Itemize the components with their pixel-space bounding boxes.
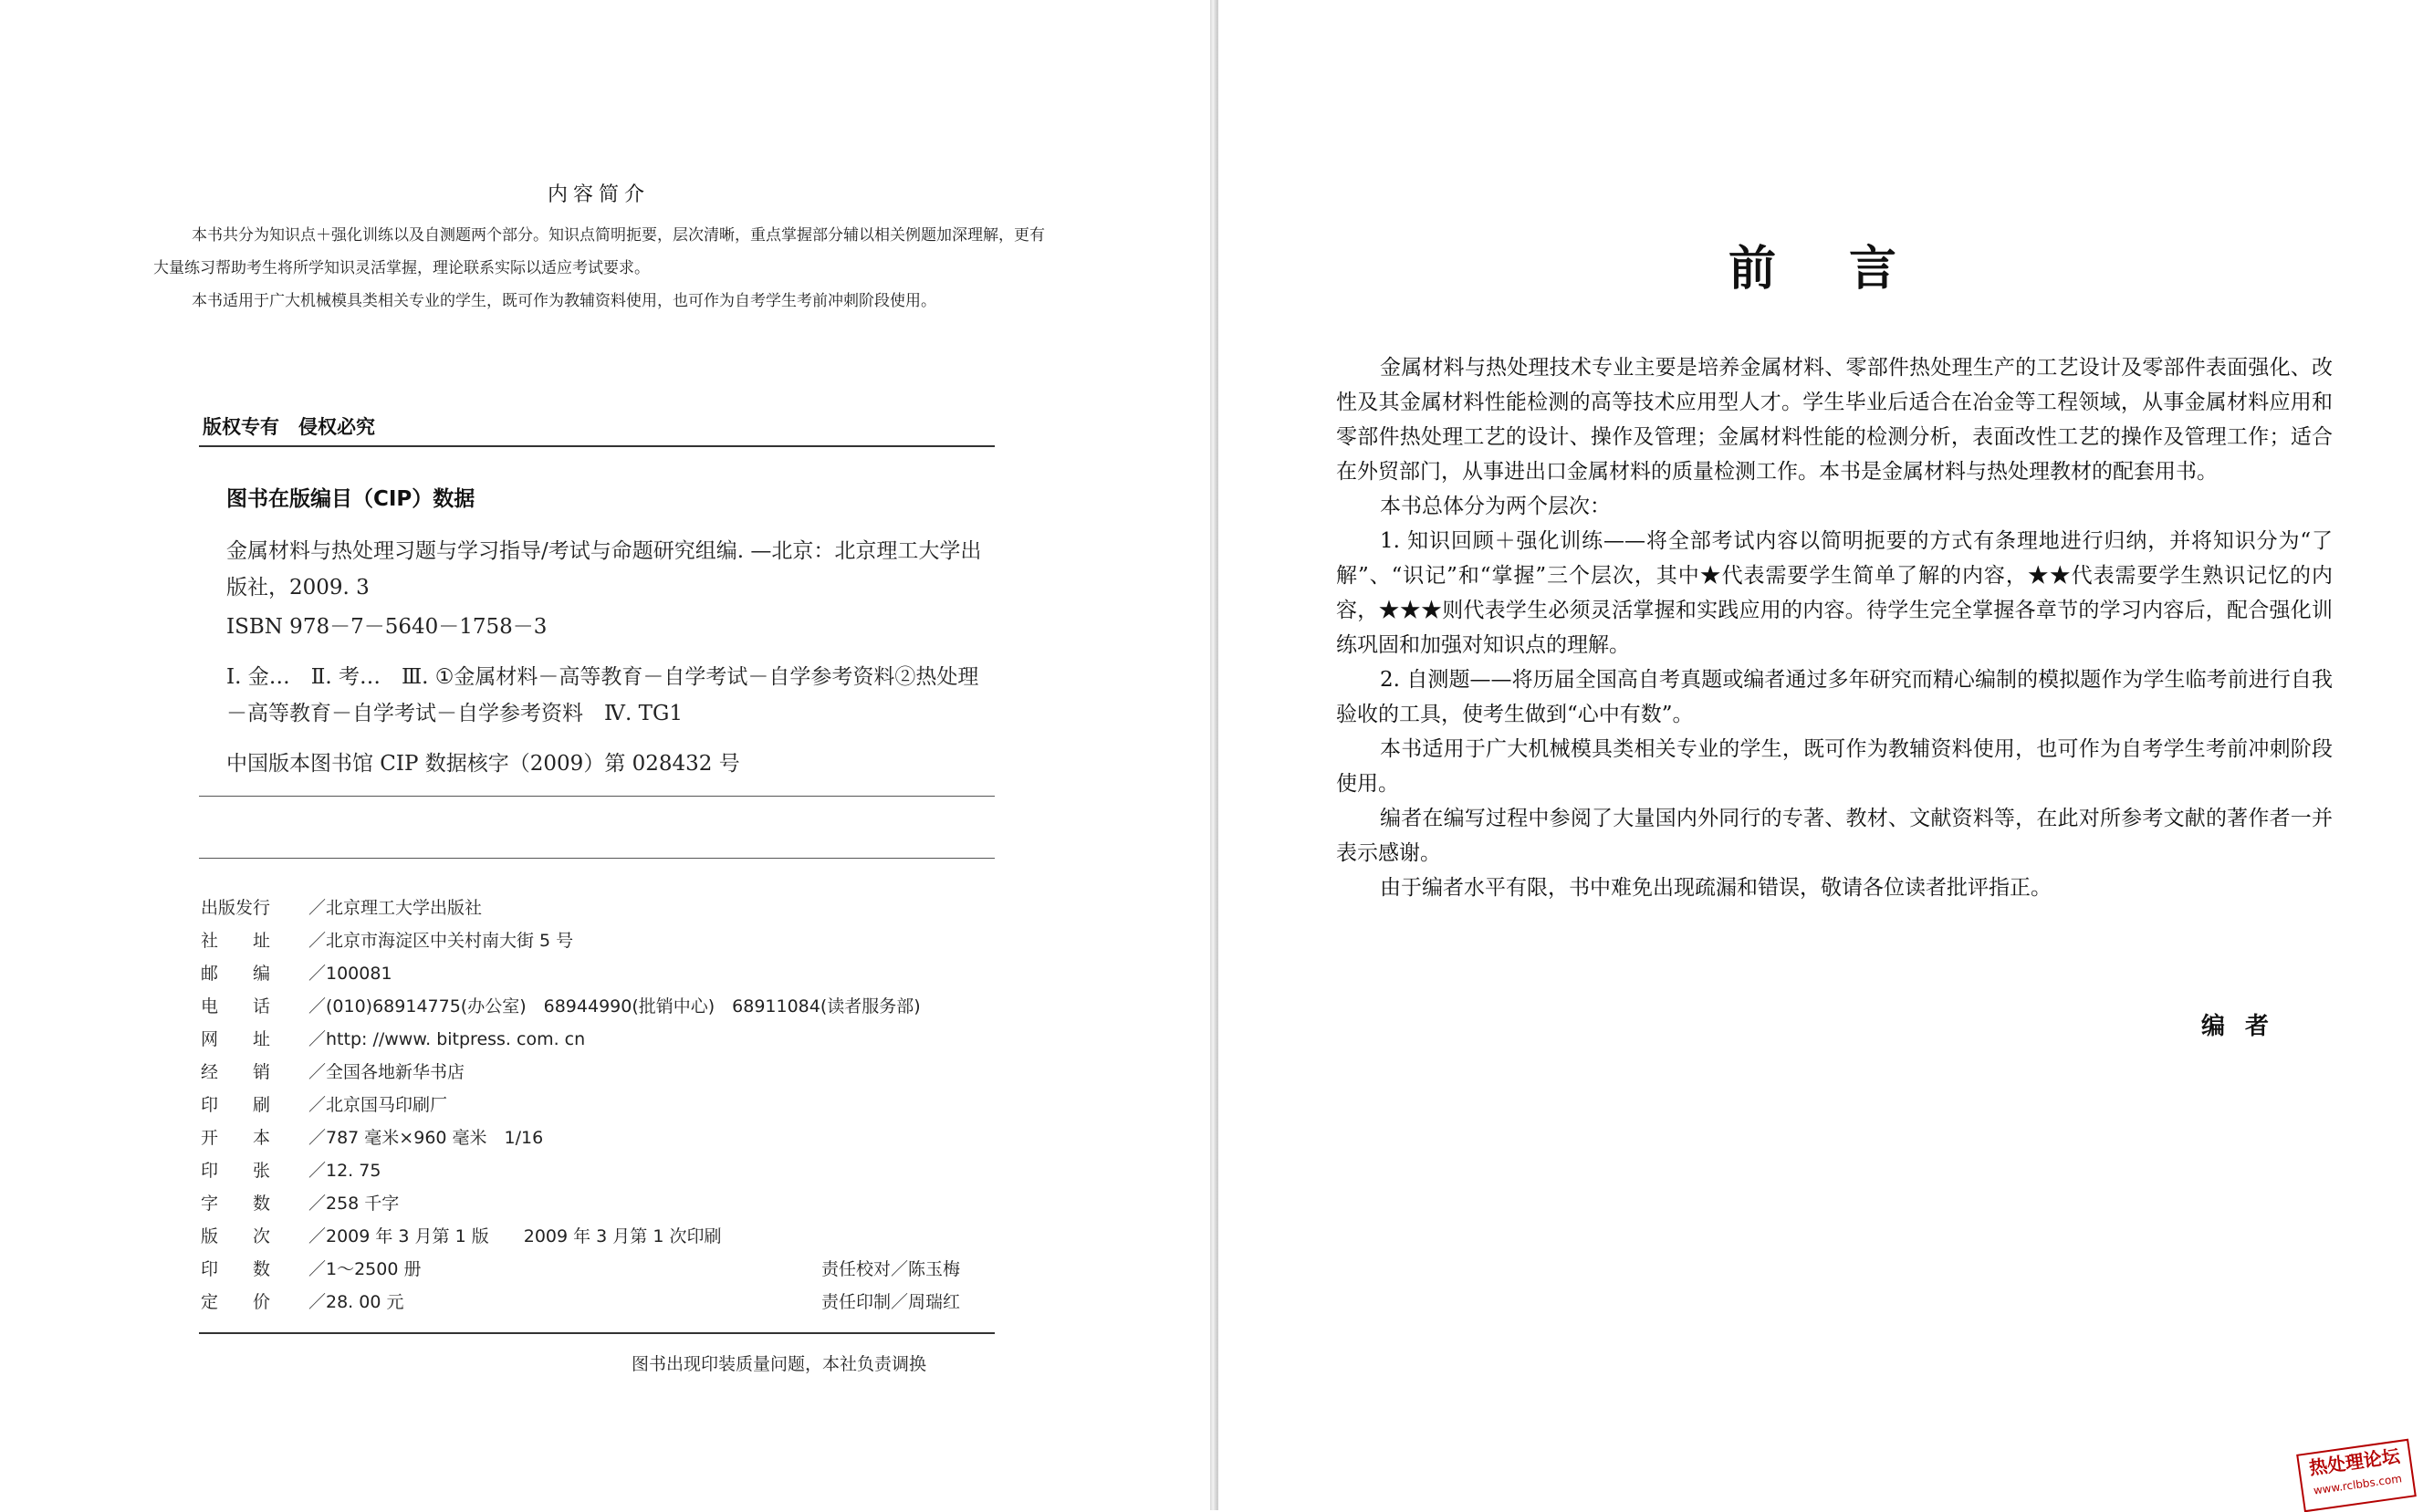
preface-paragraph: 由于编者水平有限，书中难免出现疏漏和错误，敬请各位读者批评指正。 (1380, 876, 2052, 900)
proofreader: 责任校对／陈玉梅 (821, 1259, 961, 1279)
preface-title: 前言 (1728, 241, 1970, 297)
pub-info-label: 字 数 (201, 1194, 271, 1214)
pub-info-value: ／(010)68914775(办公室) 68944990(批销中心) 68911084(读者服务部) (308, 996, 921, 1017)
pub-info-value: ／北京国马印刷厂 (308, 1095, 448, 1115)
preface-paragraph: 编者在编写过程中参阅了大量国内外同行的专著、教材、文献资料等，在此对所参考文献的著作者一并表示感谢。 (1336, 807, 2333, 865)
pub-info-value: ／787 毫米×960 毫米 1/16 (308, 1128, 544, 1148)
preface-paragraph: 金属材料与热处理技术专业主要是培养金属材料、零部件热处理生产的工艺设计及零部件表面强化、改性及其金属材料性能检测的高等技术应用型人才。学生毕业后适合在冶金等工程领域，从事金属材料应用和零部件热处理工艺的设计、操作及管理；金属材料性能的检测分析，表面改性工艺的操作及管理工作；适合在外贸部门，从事进出口金属材料的质量检测工作。本书是金属材料与热处理教材的配套用书。 (1336, 356, 2333, 484)
preface-paragraph: 本书适用于广大机械模具类相关专业的学生，既可作为教辅资料使用，也可作为自考学生考前冲刺阶段使用。 (1336, 737, 2333, 796)
pub-info-value: ／2009 年 3 月第 1 版 2009 年 3 月第 1 次印刷 (308, 1226, 722, 1246)
copyright-notice: 版权专有 侵权必究 (203, 416, 375, 438)
pub-info-label: 网 址 (201, 1029, 271, 1049)
pub-info-label: 电 话 (201, 996, 271, 1017)
cip-verification: 中国版本图书馆 CIP 数据核字（2009）第 028432 号 (226, 752, 740, 776)
pub-info-label: 版 次 (201, 1226, 271, 1246)
pub-info-value: ／1～2500 册 (308, 1259, 422, 1279)
pub-info-value: ／北京理工大学出版社 (308, 898, 483, 918)
watermark-title: 热处理论坛 (2307, 1444, 2402, 1479)
pub-info-value: ／100081 (308, 964, 392, 984)
pub-info-label: 定 价 (201, 1292, 271, 1312)
divider (199, 445, 995, 447)
pub-info-value: ／全国各地新华书店 (308, 1062, 465, 1082)
pub-info-value: ／http: //www. bitpress. com. cn (308, 1029, 586, 1049)
footer-note: 图书出现印装质量问题，本社负责调换 (632, 1354, 927, 1374)
intro-paragraph-1: 本书共分为知识点＋强化训练以及自测题两个部分。知识点简明扼要，层次清晰，重点掌握部分辅以相关例题加深理解，更有大量练习帮助考生将所学知识灵活掌握，理论联系实际以适应考试要求。 (153, 226, 1045, 277)
preface-paragraph: 本书总体分为两个层次： (1380, 495, 1611, 518)
copyright-page (0, 0, 1210, 1510)
preface-body (1336, 350, 2333, 905)
intro-paragraph-2: 本书适用于广大机械模具类相关专业的学生，既可作为教辅资料使用，也可作为自考学生考前冲刺阶段使用。 (192, 292, 936, 310)
pub-info-value: ／258 千字 (308, 1194, 400, 1214)
cip-classification: Ⅰ. 金… Ⅱ. 考… Ⅲ. ①金属材料－高等教育－自学考试－自学参考资料②热处理－高等教育－自学考试－自学参考资料 Ⅳ. TG1 (226, 665, 979, 725)
intro-title: 内容简介 (548, 183, 651, 206)
pub-info-label: 印 张 (201, 1161, 271, 1181)
pub-info-value: ／28. 00 元 (308, 1292, 404, 1312)
book-gutter (1210, 0, 1217, 1510)
pub-info-label: 开 本 (201, 1128, 271, 1148)
divider (199, 796, 995, 797)
cip-heading: 图书在版编目（CIP）数据 (226, 487, 475, 511)
print-supervisor: 责任印制／周瑞红 (821, 1292, 961, 1312)
divider (199, 1332, 995, 1334)
preface-paragraph: 2. 自测题——将历届全国高自考真题或编者通过多年研究而精心编制的模拟题作为学生临考前进行自我验收的工具，使考生做到“心中有数”。 (1336, 668, 2333, 726)
pub-info-label: 邮 编 (201, 964, 271, 984)
cip-entry: 金属材料与热处理习题与学习指导/考试与命题研究组编. —北京：北京理工大学出版社，2009. 3 (226, 539, 982, 600)
pub-info-label: 社 址 (201, 931, 271, 951)
pub-info-label: 印 数 (201, 1259, 271, 1279)
watermark-url: www.rclbbs.com (2313, 1472, 2403, 1497)
divider (199, 858, 995, 859)
preface-paragraph: 1. 知识回顾＋强化训练——将全部考试内容以简明扼要的方式有条理地进行归纳，并将知识分为“了解”、“识记”和“掌握”三个层次，其中★代表需要学生简单了解的内容，★★代表需要学生熟识记忆的内容，★★★则代表学生必须灵活掌握和实践应用的内容。待学生完全掌握各章节的学习内容后，配合强化训练巩固和加强对知识点的理解。 (1336, 529, 2333, 657)
pub-info-value: ／12. 75 (308, 1161, 381, 1181)
pub-info-label: 经 销 (201, 1062, 271, 1082)
preface-signature: 编者 (2201, 1013, 2290, 1040)
pub-info-value: ／北京市海淀区中关村南大街 5 号 (308, 931, 574, 951)
pub-info-label: 印 刷 (201, 1095, 271, 1115)
pub-info-label: 出版发行 (201, 898, 271, 918)
cip-isbn: ISBN 978－7－5640－1758－3 (226, 615, 548, 639)
